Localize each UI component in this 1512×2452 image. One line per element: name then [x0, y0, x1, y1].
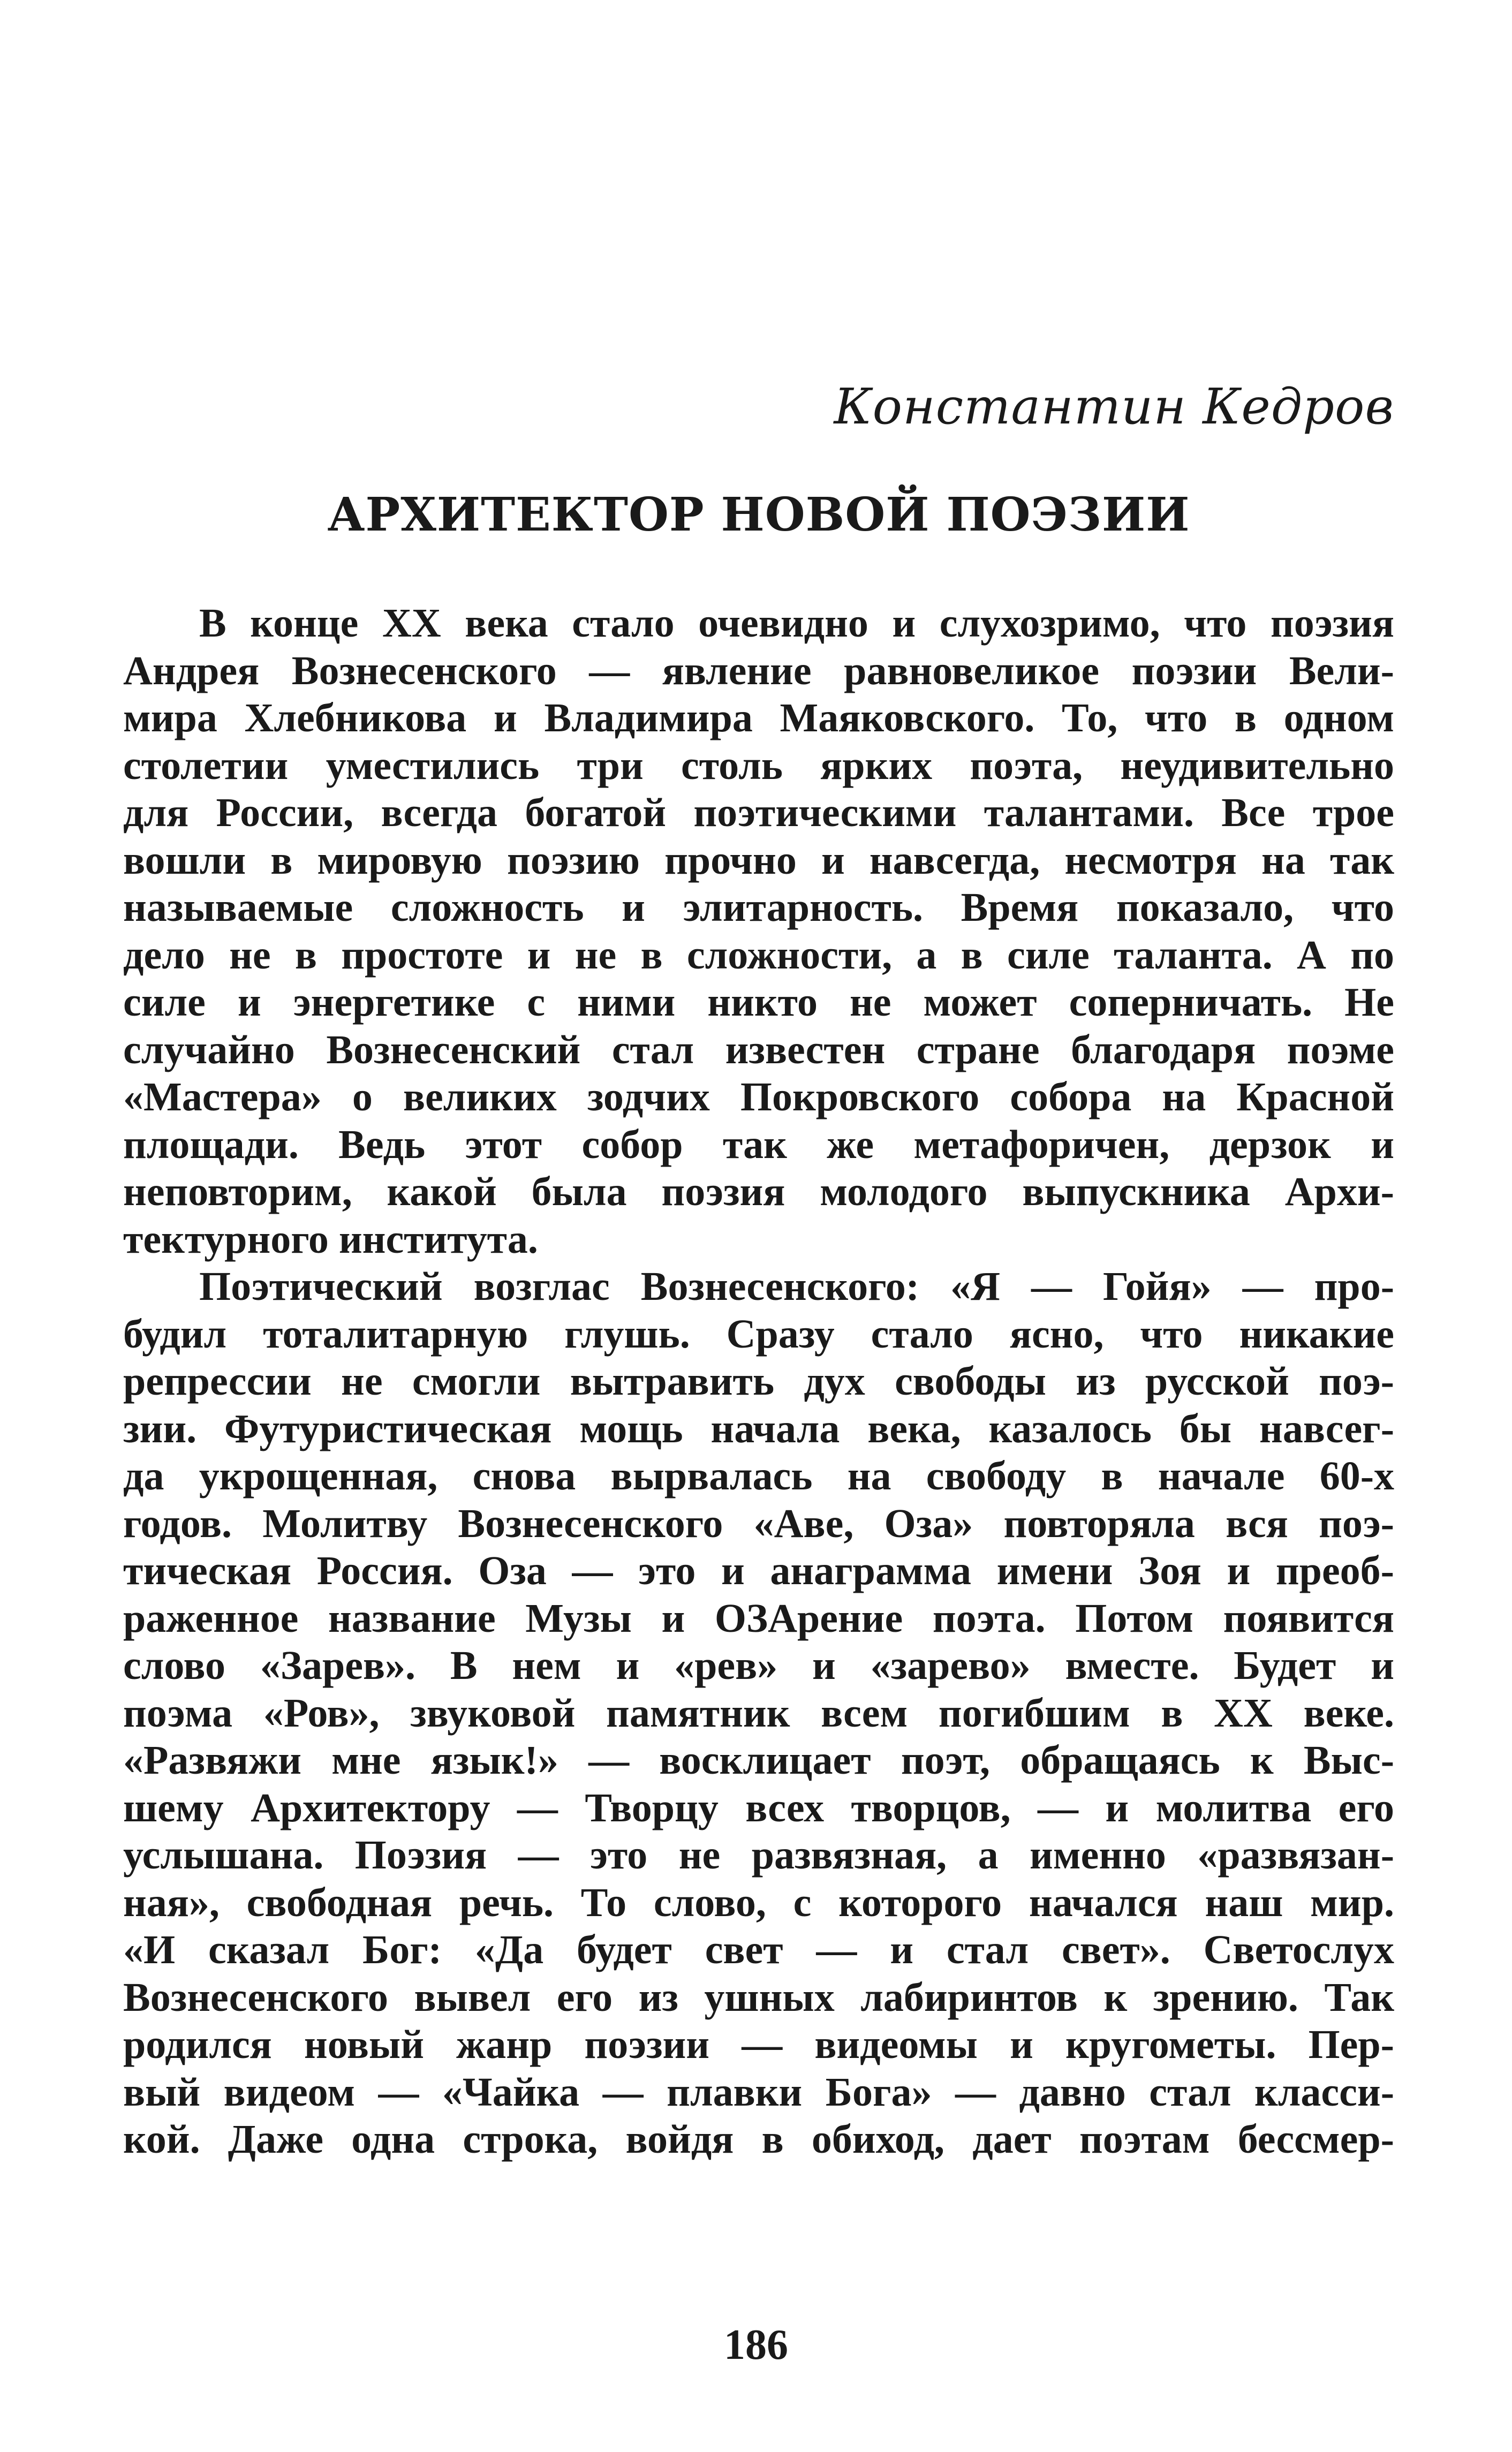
article-title: АРХИТЕКТОР НОВОЙ ПОЭЗИИ: [327, 488, 1190, 542]
text-line: тическая Россия. Оза — это и анаграмма имени Зоя и преоб-: [123, 1548, 1394, 1593]
text-line: для России, всегда богатой поэтическими талантами. Все трое: [123, 790, 1394, 835]
text-line: вый видеом — «Чайка — плавки Бога» — давно стал класси-: [123, 2069, 1394, 2115]
text-line: случайно Вознесенский стал известен стране благодаря поэме: [123, 1027, 1394, 1072]
text-line: годов. Молитву Вознесенского «Аве, Оза» повторяла вся поэ-: [123, 1501, 1394, 1546]
text-line: Вознесенского вывел его из ушных лабиринтов к зрению. Так: [123, 1974, 1394, 2020]
text-line: да укрощенная, снова вырвалась на свободу в начале 60-х: [123, 1454, 1394, 1499]
author-name: Константин Кедров: [834, 378, 1394, 435]
text-line: зии. Футуристическая мощь начала века, казалось бы навсег-: [123, 1406, 1394, 1451]
text-line: В конце XX века стало очевидно и слухозримо, что поэзия: [199, 601, 1394, 646]
page-number: 186: [724, 2321, 788, 2368]
text-line: услышана. Поэзия — это не развязная, а именно «развязан-: [123, 1833, 1394, 1878]
article-body: [123, 600, 1394, 2163]
text-line: «Мастера» о великих зодчих Покровского собора на Красной: [123, 1074, 1394, 1119]
text-line: Андрея Вознесенского — явление равновеликое поэзии Вели-: [123, 648, 1394, 693]
text-line: Поэтический возглас Вознесенского: «Я — Гойя» — про-: [199, 1264, 1394, 1309]
text-line: будил тоталитарную глушь. Сразу стало ясно, что никакие: [123, 1311, 1394, 1357]
text-line: шему Архитектору — Творцу всех творцов, — и молитва его: [123, 1785, 1394, 1830]
paragraph-2: [123, 1263, 1394, 2163]
text-line: раженное название Музы и ОЗАрение поэта. Потом появится: [123, 1595, 1394, 1641]
text-line: кой. Даже одна строка, войдя в обиход, дает поэтам бессмер-: [123, 2117, 1394, 2162]
text-line: слово «Зарев». В нем и «рев» и «зарево» вместе. Будет и: [123, 1643, 1394, 1688]
text-line: «Развяжи мне язык!» — восклицает поэт, обращаясь к Выс-: [123, 1738, 1394, 1783]
text-line: неповторим, какой была поэзия молодого выпускника Архи-: [123, 1169, 1394, 1214]
text-line: столетии уместились три столь ярких поэта, неудивительно: [123, 743, 1394, 788]
text-line: родился новый жанр поэзии — видеомы и кругометы. Пер-: [123, 2022, 1394, 2067]
text-line: дело не в простоте и не в сложности, а в силе таланта. А по: [123, 932, 1394, 978]
text-line: ная», свободная речь. То слово, с которого начался наш мир.: [123, 1880, 1394, 1925]
text-line: поэма «Ров», звуковой памятник всем погибшим в XX веке.: [123, 1690, 1394, 1736]
text-line: «И сказал Бог: «Да будет свет — и стал свет». Светослух: [123, 1927, 1394, 1972]
text-line: репрессии не смогли вытравить дух свободы из русской поэ-: [123, 1359, 1394, 1404]
paragraph-1: [123, 600, 1394, 1263]
text-line: называемые сложность и элитарность. Время показало, что: [123, 885, 1394, 930]
text-line: тектурного института.: [123, 1216, 538, 1262]
text-line: вошли в мировую поэзию прочно и навсегда, несмотря на так: [123, 837, 1394, 883]
text-line: мира Хлебникова и Владимира Маяковского. То, что в одном: [123, 695, 1394, 740]
text-line: площади. Ведь этот собор так же метафоричен, дерзок и: [123, 1122, 1394, 1167]
text-line: силе и энергетике с ними никто не может соперничать. Не: [123, 980, 1394, 1025]
